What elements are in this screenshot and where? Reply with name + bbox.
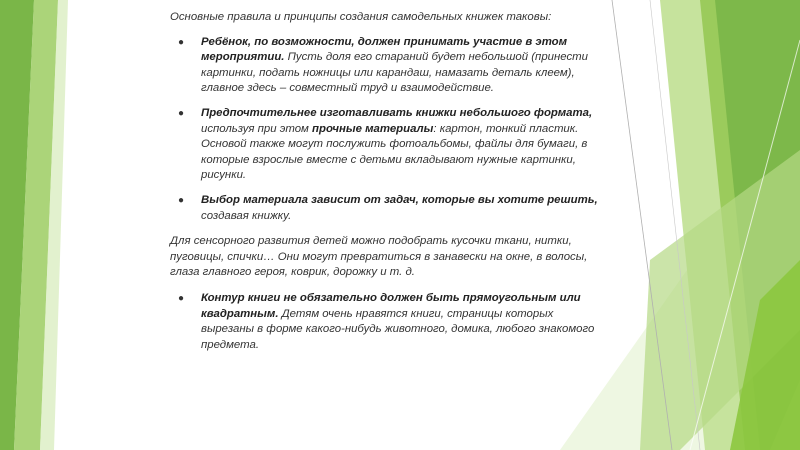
bullet-item-contour [170, 291, 598, 353]
bullet-item-format [170, 106, 598, 184]
bullet-dot-icon: ● [178, 194, 185, 206]
intro-text: Основные правила и принципы создания самодельных книжек таковы: [170, 11, 552, 23]
bullet-list-secondary [170, 291, 598, 353]
bullet-item-participation [170, 35, 598, 97]
bullet-text: Пусть доля его стараний будет небольшой (принести картинки, подать ножницы или карандаш, намазать деталь клеем), главное здесь – совместный труд и взаимодействие. [201, 51, 588, 95]
bullet-dot-icon: ● [178, 107, 185, 119]
bullet-dot-icon: ● [178, 36, 185, 48]
bullet-bold-text: прочные материалы [312, 122, 434, 135]
bullet-text: используя при этом [201, 122, 313, 135]
slide-text-content [170, 10, 598, 362]
bullet-bold-text: Контур книги не обязательно должен быть прямоугольным или квадратным. [201, 291, 581, 320]
bullet-bold-text: Выбор материала зависит от задач, которые вы хотите решить, [201, 193, 598, 206]
bullet-item-material [170, 193, 598, 224]
bullet-list-primary [170, 35, 598, 225]
bullet-text: Детям очень нравятся книги, страницы которых вырезаны в форме какого-нибудь животного, домика, любого знакомого предмета. [201, 307, 595, 351]
sensory-paragraph: Для сенсорного развития детей можно подобрать кусочки ткани, нитки, пуговицы, спички… Они могут превратиться в занавески на окне, в волосы, глаза главного героя, коврик, дорожку и т. д. [170, 235, 588, 279]
bullet-dot-icon: ● [178, 292, 185, 304]
bullet-text: создавая книжку. [201, 209, 292, 222]
bullet-text: : картон, тонкий пластик. Основой также могут послужить фотоальбомы, файлы для бумаги, в которые взрослые вместе с детьми вкладывают нужные картинки, рисунки. [201, 122, 588, 182]
bullet-bold-text: Ребёнок, по возможности, должен принимать участие в этом мероприятии. [201, 35, 568, 64]
bullet-bold-text: Предпочтительнее изготавливать книжки небольшого формата, [201, 106, 593, 119]
